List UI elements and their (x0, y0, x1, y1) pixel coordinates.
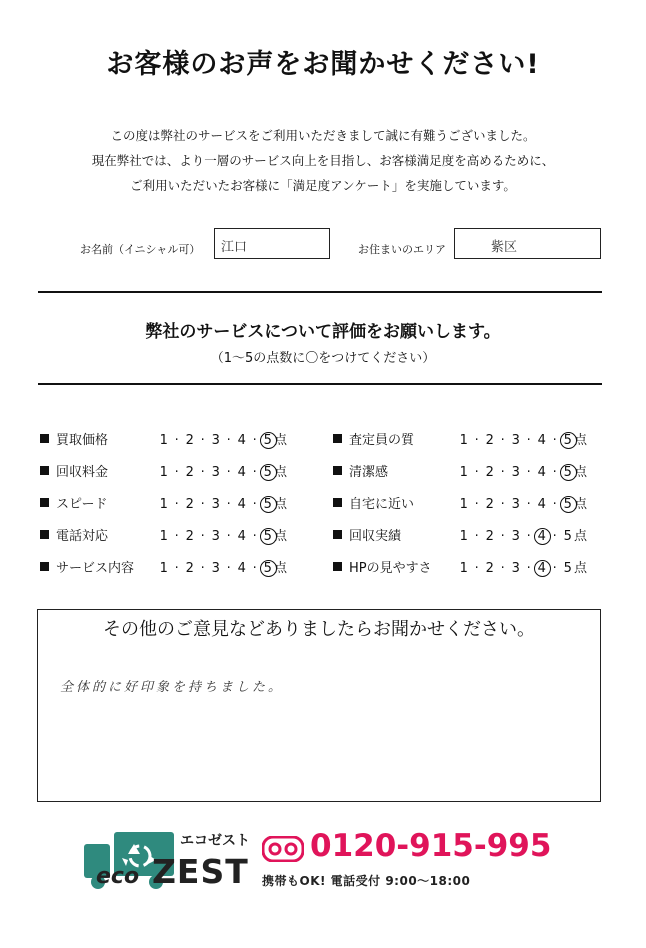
scale-separator: · (226, 433, 232, 448)
square-bullet-icon (40, 434, 49, 443)
score-option[interactable]: 1 (159, 465, 169, 480)
rating-scale (158, 493, 288, 512)
score-option[interactable]: 1 (159, 433, 169, 448)
scale-separator: · (500, 561, 506, 576)
rating-label-text: サービス内容 (56, 561, 135, 576)
rating-label (333, 493, 414, 512)
scale-separator: · (474, 561, 480, 576)
scale-separator: · (200, 433, 206, 448)
score-option[interactable]: 5 (563, 529, 573, 544)
scale-separator: · (526, 433, 532, 448)
rating-label (333, 557, 432, 576)
scale-separator: · (500, 465, 506, 480)
scale-separator: · (252, 497, 258, 512)
score-option[interactable]: 2 (185, 497, 195, 512)
scale-separator: · (474, 433, 480, 448)
score-unit: 点 (274, 529, 288, 544)
score-option-selected[interactable]: 5 (263, 465, 273, 480)
score-option[interactable]: 4 (537, 433, 547, 448)
score-option[interactable]: 1 (159, 497, 169, 512)
scale-separator: · (252, 561, 258, 576)
rating-label-text: 清潔感 (349, 465, 389, 480)
square-bullet-icon (40, 498, 49, 507)
rating-label (40, 525, 108, 544)
rating-label (40, 461, 108, 480)
score-option[interactable]: 4 (237, 465, 247, 480)
score-option[interactable]: 1 (459, 497, 469, 512)
rating-label (333, 429, 414, 448)
score-unit: 点 (274, 465, 288, 480)
rating-subheading: （1～5の点数に〇をつけてください） (210, 351, 436, 366)
square-bullet-icon (40, 466, 49, 475)
rating-row (40, 557, 300, 577)
scale-separator: · (474, 529, 480, 544)
scale-separator: · (174, 529, 180, 544)
score-option[interactable]: 1 (159, 561, 169, 576)
score-option-selected[interactable]: 5 (563, 497, 573, 512)
score-option-selected[interactable]: 5 (263, 497, 273, 512)
score-option[interactable]: 1 (459, 561, 469, 576)
opinion-text: 全体的に好印象を持ちました。 (60, 680, 285, 695)
rating-row (333, 429, 603, 449)
score-unit: 点 (574, 433, 588, 448)
scale-separator: · (526, 529, 532, 544)
scale-separator: · (552, 497, 558, 512)
rating-row (333, 461, 603, 481)
score-option[interactable]: 3 (211, 433, 221, 448)
scale-separator: · (252, 529, 258, 544)
scale-separator: · (474, 465, 480, 480)
rating-row (333, 557, 603, 577)
area-label: お住まいのエリア (358, 243, 446, 256)
score-option[interactable]: 2 (485, 497, 495, 512)
area-field[interactable]: 紫区 (454, 228, 601, 259)
score-unit: 点 (274, 497, 288, 512)
score-option[interactable]: 4 (537, 497, 547, 512)
scale-separator: · (500, 433, 506, 448)
scale-separator: · (226, 497, 232, 512)
scale-separator: · (226, 529, 232, 544)
name-label: お名前（イニシャル可） (80, 243, 201, 256)
scale-separator: · (552, 529, 558, 544)
rating-row (333, 525, 603, 545)
scale-separator: · (174, 433, 180, 448)
divider-bottom (38, 383, 602, 385)
rating-scale (458, 557, 588, 576)
scale-separator: · (526, 465, 532, 480)
name-field[interactable]: 江口 (214, 228, 330, 259)
rating-scale (458, 429, 588, 448)
score-option[interactable]: 3 (211, 465, 221, 480)
rating-label-text: 電話対応 (56, 529, 109, 544)
rating-row (40, 525, 300, 545)
score-option[interactable]: 3 (511, 433, 521, 448)
rating-scale (158, 461, 288, 480)
scale-separator: · (226, 561, 232, 576)
rating-label-text: 回収実績 (349, 529, 402, 544)
scale-separator: · (174, 561, 180, 576)
score-option-selected[interactable]: 5 (563, 433, 573, 448)
square-bullet-icon (333, 530, 342, 539)
score-option[interactable]: 4 (237, 497, 247, 512)
scale-separator: · (252, 433, 258, 448)
rating-label (333, 525, 401, 544)
rating-row (40, 493, 300, 513)
square-bullet-icon (40, 562, 49, 571)
rating-scale (158, 557, 288, 576)
scale-separator: · (200, 497, 206, 512)
score-option[interactable]: 2 (185, 465, 195, 480)
score-option[interactable]: 3 (511, 497, 521, 512)
scale-separator: · (200, 465, 206, 480)
square-bullet-icon (333, 498, 342, 507)
score-option-selected[interactable]: 4 (537, 529, 547, 544)
score-unit: 点 (574, 497, 588, 512)
score-option[interactable]: 2 (185, 529, 195, 544)
rating-label (40, 429, 108, 448)
score-option[interactable]: 5 (563, 561, 573, 576)
score-option[interactable]: 3 (511, 561, 521, 576)
rating-scale (458, 461, 588, 480)
ecozest-logo (84, 830, 254, 892)
rating-label (333, 461, 388, 480)
rating-label-text: 回収料金 (56, 465, 109, 480)
score-option[interactable]: 4 (537, 465, 547, 480)
score-unit: 点 (274, 561, 288, 576)
score-unit: 点 (574, 561, 588, 576)
scale-separator: · (226, 465, 232, 480)
score-option-selected[interactable]: 4 (537, 561, 547, 576)
score-option-selected[interactable]: 5 (263, 561, 273, 576)
divider-top (38, 291, 602, 293)
scale-separator: · (474, 497, 480, 512)
score-option[interactable]: 3 (511, 465, 521, 480)
logo-zest: ZEST (152, 852, 249, 891)
score-option[interactable]: 1 (459, 433, 469, 448)
rating-row (40, 429, 300, 449)
intro-line-1: この度は弊社のサービスをご利用いただきまして誠に有難うございました。 (110, 128, 536, 143)
square-bullet-icon (40, 530, 49, 539)
score-option[interactable]: 1 (459, 529, 469, 544)
scale-separator: · (526, 497, 532, 512)
intro-line-3: ご利用いただいたお客様に「満足度アンケート」を実施しています。 (130, 178, 516, 193)
rating-label (40, 557, 134, 576)
logo-katakana: エコゼスト (180, 833, 250, 849)
score-option[interactable]: 2 (485, 529, 495, 544)
scale-separator: · (500, 497, 506, 512)
scale-separator: · (552, 465, 558, 480)
score-option-selected[interactable]: 5 (263, 529, 273, 544)
score-unit: 点 (574, 529, 588, 544)
score-option[interactable]: 1 (459, 465, 469, 480)
rating-label (40, 493, 107, 512)
rating-scale (158, 525, 288, 544)
score-option[interactable]: 2 (185, 433, 195, 448)
phone-hours: 携帯もOK! 電話受付 9:00～18:00 (262, 874, 471, 888)
rating-label-text: 査定員の質 (349, 433, 415, 448)
rating-row (40, 461, 300, 481)
square-bullet-icon (333, 562, 342, 571)
rating-scale (458, 525, 588, 544)
score-option[interactable]: 4 (237, 433, 247, 448)
rating-scale (458, 493, 588, 512)
score-option[interactable]: 3 (211, 497, 221, 512)
logo-eco: eco (96, 864, 140, 889)
score-option[interactable]: 3 (511, 529, 521, 544)
scale-separator: · (552, 561, 558, 576)
rating-heading: 弊社のサービスについて評価をお願いします。 (145, 322, 501, 342)
score-option[interactable]: 3 (211, 529, 221, 544)
rating-label-text: HPの見やすさ (349, 561, 432, 576)
scale-separator: · (174, 465, 180, 480)
rating-scale (158, 429, 288, 448)
score-option[interactable]: 4 (237, 529, 247, 544)
score-option[interactable]: 2 (485, 465, 495, 480)
score-option-selected[interactable]: 5 (263, 433, 273, 448)
score-unit: 点 (274, 433, 288, 448)
score-option-selected[interactable]: 5 (563, 465, 573, 480)
square-bullet-icon (333, 434, 342, 443)
score-option[interactable]: 2 (185, 561, 195, 576)
scale-separator: · (526, 561, 532, 576)
page-title: お客様のお声をお聞かせください! (106, 49, 540, 80)
scale-separator: · (500, 529, 506, 544)
rating-label-text: 自宅に近い (349, 497, 415, 512)
score-unit: 点 (574, 465, 588, 480)
scale-separator: · (552, 433, 558, 448)
scale-separator: · (252, 465, 258, 480)
scale-separator: · (174, 497, 180, 512)
rating-label-text: 買取価格 (56, 433, 109, 448)
scale-separator: · (200, 561, 206, 576)
intro-line-2: 現在弊社では、より一層のサービス向上を目指し、お客様満足度を高めるために、 (91, 153, 555, 168)
opinion-heading: その他のご意見などありましたらお聞かせください。 (103, 619, 535, 640)
rating-row (333, 493, 603, 513)
scale-separator: · (200, 529, 206, 544)
square-bullet-icon (333, 466, 342, 475)
score-option[interactable]: 4 (237, 561, 247, 576)
score-option[interactable]: 1 (159, 529, 169, 544)
score-option[interactable]: 3 (211, 561, 221, 576)
score-option[interactable]: 2 (485, 433, 495, 448)
score-option[interactable]: 2 (485, 561, 495, 576)
freedial-icon (262, 836, 304, 862)
phone-number[interactable]: 0120-915-995 (310, 828, 552, 864)
rating-label-text: スピード (56, 497, 108, 512)
